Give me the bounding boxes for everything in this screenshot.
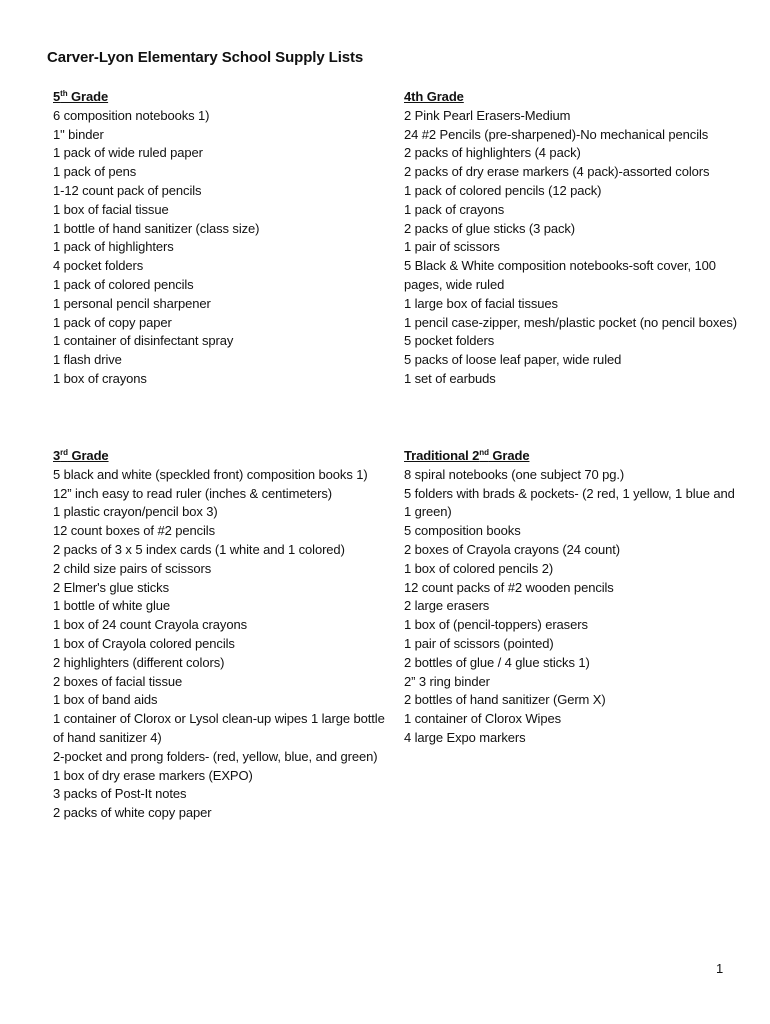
supply-item: 12 count boxes of #2 pencils [53,523,215,539]
supply-item: 1 pack of crayons [404,201,505,217]
heading-text-rest: Grade [67,448,109,463]
grade-4-supply-list [404,88,744,389]
supply-item: 1 container of Clorox Wipes [404,711,561,727]
section-heading [404,88,744,107]
supply-item: 5 packs of loose leaf paper, wide ruled [404,352,622,368]
supply-item: 2 child size pairs of scissors [53,560,212,576]
heading-text: 3 [53,448,61,463]
supply-item: 1 box of dry erase markers (EXPO) [53,767,253,783]
supply-item: 1 box of crayons [53,370,147,386]
supply-item: 2 packs of dry erase markers (4 pack)-assorted colors [404,164,710,180]
supply-item: 1 pair of scissors [404,239,500,255]
supply-item: 1 container of Clorox or Lysol clean-up wipes 1 large bottle of hand sanitizer 4) [53,711,385,745]
supply-item: 2-pocket and prong folders- (red, yellow, blue, and green) [53,748,378,764]
supply-item: 1 box of colored pencils 2) [404,560,554,576]
heading-text-rest: Grade [488,448,530,463]
supply-item: 1 flash drive [53,352,122,368]
supply-item: 12 count packs of #2 wooden pencils [404,579,614,595]
supply-item: 2” 3 ring binder [404,673,490,689]
heading-text: 4th Grade [404,89,464,104]
supply-item: 1" binder [53,126,104,142]
supply-item: 5 Black & White composition notebooks-soft cover, 100 pages, wide ruled [404,258,716,292]
supply-item: 1 bottle of hand sanitizer (class size) [53,220,260,236]
supply-item: 4 large Expo markers [404,729,526,745]
supply-items [404,466,744,748]
supply-item: 3 packs of Post-It notes [53,786,187,802]
page-title: Carver-Lyon Elementary School Supply Lists [47,49,364,66]
supply-item: 2 packs of glue sticks (3 pack) [404,220,576,236]
supply-item: 2 Pink Pearl Erasers-Medium [404,107,571,123]
supply-items [53,107,383,389]
supply-item: 5 pocket folders [404,333,495,349]
supply-item: 1 container of disinfectant spray [53,333,234,349]
supply-item: 1 pack of wide ruled paper [53,145,203,161]
section-heading [404,447,744,466]
supply-item: 5 black and white (speckled front) composition books 1) [53,466,368,482]
supply-item: 2 highlighters (different colors) [53,654,225,670]
supply-item: 1 pack of pens [53,164,137,180]
supply-item: 1 personal pencil sharpener [53,295,211,311]
supply-item: 1 box of 24 count Crayola crayons [53,617,247,633]
heading-text: 5 [53,89,61,104]
grade-3-supply-list [53,447,385,823]
supply-item: 5 composition books [404,523,521,539]
supply-item: 1 set of earbuds [404,370,496,386]
supply-item: 12” inch easy to read ruler (inches & centimeters) [53,485,332,501]
supply-item: 1 large box of facial tissues [404,295,558,311]
supply-item: 2 large erasers [404,598,490,614]
heading-ordinal-suffix: nd [479,448,489,457]
heading-ordinal-suffix: th [60,89,68,98]
supply-item: 1 pack of highlighters [53,239,174,255]
supply-item: 1 bottle of white glue [53,598,171,614]
supply-item: 2 packs of highlighters (4 pack) [404,145,581,161]
supply-item: 1 pair of scissors (pointed) [404,635,554,651]
supply-item: 6 composition notebooks 1) [53,107,210,123]
supply-item: 1-12 count pack of pencils [53,182,202,198]
heading-text-rest: Grade [67,89,109,104]
supply-item: 1 box of Crayola colored pencils [53,635,235,651]
supply-item: 5 folders with brads & pockets- (2 red, 1 yellow, 1 blue and 1 green) [404,485,735,520]
supply-item: 2 bottles of hand sanitizer (Germ X) [404,692,606,708]
supply-item: 8 spiral notebooks (one subject 70 pg.) [404,466,625,482]
supply-item: 1 pack of colored pencils (12 pack) [404,182,602,198]
supply-items [404,107,744,389]
heading-ordinal-suffix: rd [60,448,68,457]
supply-item: 24 #2 Pencils (pre-sharpened)-No mechanical pencils [404,126,709,142]
supply-item: 1 pencil case-zipper, mesh/plastic pocket (no pencil boxes) [404,314,737,330]
supply-item: 1 pack of copy paper [53,314,172,330]
supply-item: 1 box of (pencil-toppers) erasers [404,617,588,633]
supply-item: 2 Elmer's glue sticks [53,579,169,595]
supply-item: 2 boxes of Crayola crayons (24 count) [404,541,620,557]
section-heading [53,88,383,107]
supply-item: 2 bottles of glue / 4 glue sticks 1) [404,654,590,670]
supply-item: 1 plastic crayon/pencil box 3) [53,504,218,520]
supply-item: 2 packs of 3 x 5 index cards (1 white and 1 colored) [53,541,345,557]
supply-item: 1 pack of colored pencils [53,276,194,292]
traditional-grade-2-supply-list [404,447,744,748]
section-heading [53,447,385,466]
grade-5-supply-list [53,88,383,389]
supply-item: 2 boxes of facial tissue [53,673,183,689]
supply-item: 2 packs of white copy paper [53,805,212,821]
page-number: 1 [716,961,724,976]
heading-text: Traditional 2 [404,448,480,463]
supply-item: 4 pocket folders [53,258,144,274]
supply-item: 1 box of facial tissue [53,201,169,217]
supply-items [53,466,385,823]
supply-item: 1 box of band aids [53,692,158,708]
